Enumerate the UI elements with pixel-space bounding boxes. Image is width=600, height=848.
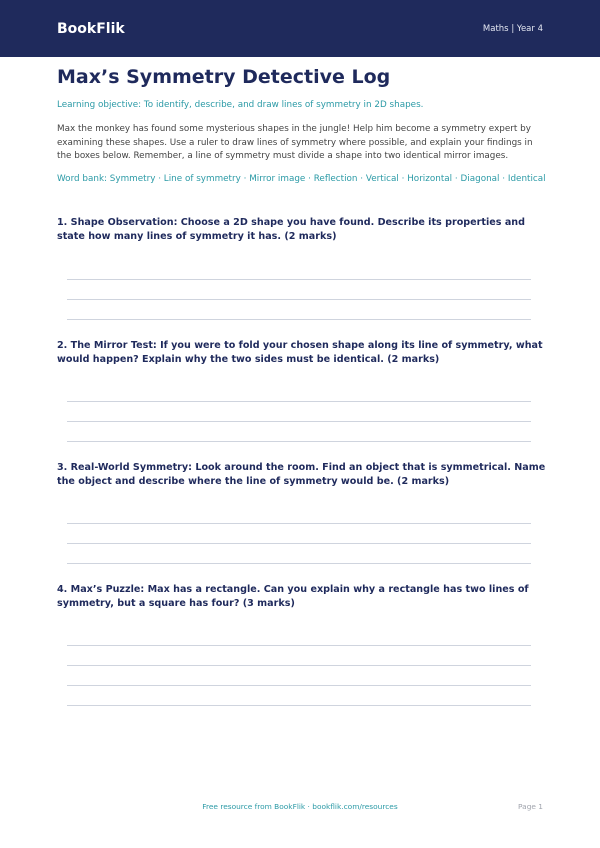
answer-line[interactable] [67, 401, 531, 402]
answer-line[interactable] [67, 563, 531, 564]
intro-text: Max the monkey has found some mysterious shapes in the jungle! Help him become a symmetry expert by examining these shapes. Use a ruler to draw lines of symmetry where possible, and explain your findings in the boxes below. Remember, a line of symmetry must divide a shape into two identical mirror images. [57, 124, 533, 161]
answer-line[interactable] [67, 319, 531, 320]
answer-line[interactable] [67, 645, 531, 646]
answer-line[interactable] [67, 421, 531, 422]
brand-logo[interactable]: BookFlik [57, 20, 125, 37]
answer-line[interactable] [67, 705, 531, 706]
page-title: Max’s Symmetry Detective Log [57, 66, 391, 88]
answer-line[interactable] [67, 665, 531, 666]
answer-line[interactable] [67, 299, 531, 300]
answer-line[interactable] [67, 685, 531, 686]
subject-label: Maths | Year 4 [482, 23, 543, 34]
question-3: 3. Real-World Symmetry: Look around the room. Find an object that is symmetrical. Name the object and describe where the line of symmetry would be. (2 marks) [57, 462, 546, 487]
answer-line[interactable] [67, 523, 531, 524]
header-bar [0, 0, 600, 57]
question-1: 1. Shape Observation: Choose a 2D shape you have found. Describe its properties and state how many lines of symmetry it has. (2 marks) [57, 217, 526, 242]
learning-objective: Learning objective: To identify, describe, and draw lines of symmetry in 2D shapes. [57, 100, 424, 110]
answer-line[interactable] [67, 543, 531, 544]
question-2: 2. The Mirror Test: If you were to fold your chosen shape along its line of symmetry, what would happen? Explain why the two sides must be identical. (2 marks) [57, 340, 543, 365]
footer-link[interactable]: Free resource from BookFlik · bookflik.com/resources [202, 802, 398, 811]
word-bank: Word bank: Symmetry · Line of symmetry · Mirror image · Reflection · Vertical · Horizontal · Diagonal · Identical [57, 174, 546, 184]
answer-line[interactable] [67, 441, 531, 442]
page-number: Page 1 [518, 802, 543, 811]
question-4: 4. Max’s Puzzle: Max has a rectangle. Can you explain why a rectangle has two lines of symmetry, but a square has four? (3 marks) [57, 584, 529, 609]
answer-line[interactable] [67, 279, 531, 280]
